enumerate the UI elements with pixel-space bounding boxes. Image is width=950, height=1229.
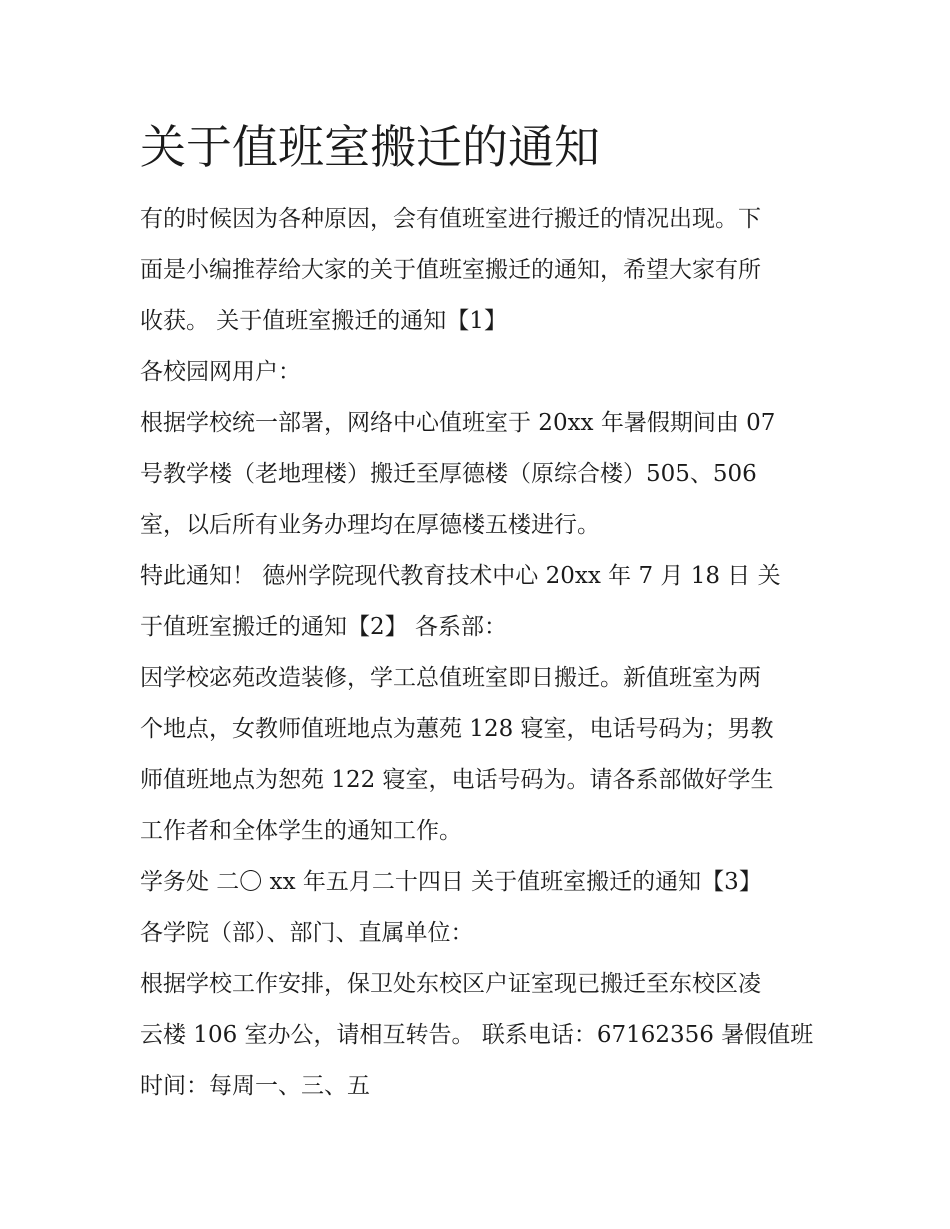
body-line: 个地点，女教师值班地点为蕙苑 128 寝室，电话号码为；男教	[140, 716, 774, 742]
body-line: 时间：每周一、三、五	[140, 1073, 370, 1099]
body-line: 各校园网用户：	[140, 359, 301, 385]
document-page	[140, 112, 820, 1112]
body-line: 根据学校统一部署，网络中心值班室于 20xx 年暑假期间由 07	[140, 410, 776, 436]
body-line: 师值班地点为恕苑 122 寝室，电话号码为。请各系部做好学生	[140, 767, 774, 793]
body-line: 有的时候因为各种原因，会有值班室进行搬迁的情况出现。下	[140, 206, 761, 232]
body-line: 室，以后所有业务办理均在厚德楼五楼进行。	[140, 512, 600, 538]
body-line: 面是小编推荐给大家的关于值班室搬迁的通知，希望大家有所	[140, 257, 761, 283]
body-line: 学务处 二〇 xx 年五月二十四日 关于值班室搬迁的通知【3】	[140, 869, 762, 895]
body-line: 号教学楼（老地理楼）搬迁至厚德楼（原综合楼）505、506	[140, 461, 757, 487]
body-line: 各学院（部）、部门、直属单位：	[140, 920, 474, 946]
document-body	[140, 194, 820, 1112]
body-line: 特此通知！ 德州学院现代教育技术中心 20xx 年 7 月 18 日 关	[140, 563, 781, 589]
body-line: 收获。 关于值班室搬迁的通知【1】	[140, 308, 507, 334]
body-line: 云楼 106 室办公，请相互转告。 联系电话：67162356 暑假值班	[140, 1022, 814, 1048]
body-line: 因学校宓苑改造装修，学工总值班室即日搬迁。新值班室为两	[140, 665, 761, 691]
body-line: 于值班室搬迁的通知【2】 各系部：	[140, 614, 507, 640]
body-line: 根据学校工作安排，保卫处东校区户证室现已搬迁至东校区凌	[140, 971, 761, 997]
document-title: 关于值班室搬迁的通知	[140, 120, 600, 174]
body-line: 工作者和全体学生的通知工作。	[140, 818, 462, 844]
